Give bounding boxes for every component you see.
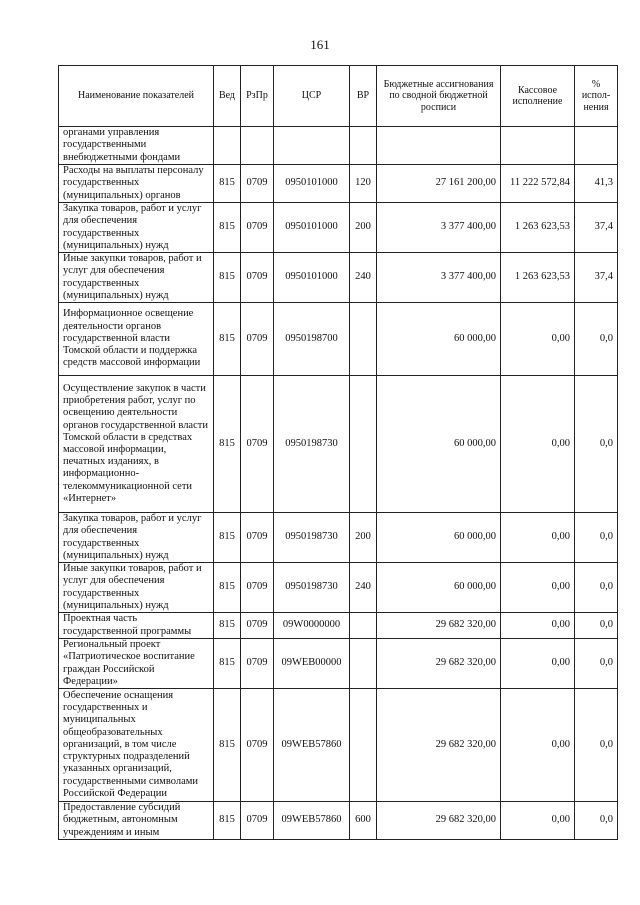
row-rzpr: 0709 bbox=[241, 802, 274, 840]
row-pct bbox=[575, 127, 618, 165]
row-budget: 27 161 200,00 bbox=[377, 165, 501, 203]
row-csr: 09WEB57860 bbox=[274, 689, 350, 802]
row-rzpr: 0709 bbox=[241, 376, 274, 513]
row-cash bbox=[501, 127, 575, 165]
table-row bbox=[59, 513, 618, 563]
row-cash: 0,00 bbox=[501, 563, 575, 613]
row-pct: 0,0 bbox=[575, 689, 618, 802]
header-rzpr: РзПр bbox=[241, 66, 274, 127]
row-cash: 0,00 bbox=[501, 513, 575, 563]
row-vr: 120 bbox=[350, 165, 377, 203]
row-budget: 29 682 320,00 bbox=[377, 689, 501, 802]
row-name: Информационное освещение деятельности органов государственной власти Томской области и поддержка средств массовой информации bbox=[59, 303, 214, 376]
row-vr: 240 bbox=[350, 253, 377, 303]
row-budget: 60 000,00 bbox=[377, 513, 501, 563]
row-cash: 0,00 bbox=[501, 376, 575, 513]
table-header-row bbox=[59, 66, 618, 127]
row-vr bbox=[350, 303, 377, 376]
row-csr: 0950198730 bbox=[274, 563, 350, 613]
row-ved: 815 bbox=[214, 563, 241, 613]
row-name: органами управления государственными внебюджетными фондами bbox=[59, 127, 214, 165]
table-row bbox=[59, 639, 618, 689]
row-vr bbox=[350, 376, 377, 513]
row-pct: 37,4 bbox=[575, 253, 618, 303]
table-row bbox=[59, 689, 618, 802]
row-csr: 09WEB00000 bbox=[274, 639, 350, 689]
row-budget: 29 682 320,00 bbox=[377, 613, 501, 639]
row-budget: 29 682 320,00 bbox=[377, 802, 501, 840]
header-cash: Кассовое исполнение bbox=[501, 66, 575, 127]
row-ved: 815 bbox=[214, 689, 241, 802]
header-name: Наименование показателей bbox=[59, 66, 214, 127]
row-ved: 815 bbox=[214, 376, 241, 513]
row-pct: 0,0 bbox=[575, 513, 618, 563]
table-row bbox=[59, 613, 618, 639]
table-row bbox=[59, 303, 618, 376]
row-csr: 09W0000000 bbox=[274, 613, 350, 639]
table-row bbox=[59, 127, 618, 165]
row-rzpr: 0709 bbox=[241, 689, 274, 802]
row-pct: 41,3 bbox=[575, 165, 618, 203]
row-csr: 09WEB57860 bbox=[274, 802, 350, 840]
row-csr bbox=[274, 127, 350, 165]
row-ved: 815 bbox=[214, 639, 241, 689]
row-ved: 815 bbox=[214, 613, 241, 639]
row-cash: 1 263 623,53 bbox=[501, 203, 575, 253]
row-name: Иные закупки товаров, работ и услуг для обеспечения государственных (муниципальных) нужд bbox=[59, 563, 214, 613]
table-row bbox=[59, 253, 618, 303]
row-vr bbox=[350, 127, 377, 165]
row-budget bbox=[377, 127, 501, 165]
row-cash: 1 263 623,53 bbox=[501, 253, 575, 303]
row-csr: 0950101000 bbox=[274, 203, 350, 253]
page-number: 161 bbox=[310, 37, 330, 52]
row-vr: 200 bbox=[350, 513, 377, 563]
row-rzpr: 0709 bbox=[241, 203, 274, 253]
header-pct: % испол-нения bbox=[575, 66, 618, 127]
row-ved: 815 bbox=[214, 203, 241, 253]
row-ved bbox=[214, 127, 241, 165]
row-budget: 3 377 400,00 bbox=[377, 253, 501, 303]
row-pct: 37,4 bbox=[575, 203, 618, 253]
row-vr bbox=[350, 639, 377, 689]
row-rzpr: 0709 bbox=[241, 165, 274, 203]
row-rzpr: 0709 bbox=[241, 639, 274, 689]
row-name: Закупка товаров, работ и услуг для обеспечения государственных (муниципальных) нужд bbox=[59, 513, 214, 563]
header-vr: ВР bbox=[350, 66, 377, 127]
table-row bbox=[59, 802, 618, 840]
table-row bbox=[59, 563, 618, 613]
header-budget: Бюджетные ассигнования по сводной бюджетной росписи bbox=[377, 66, 501, 127]
header-ved: Вед bbox=[214, 66, 241, 127]
row-rzpr: 0709 bbox=[241, 563, 274, 613]
row-budget: 60 000,00 bbox=[377, 303, 501, 376]
row-pct: 0,0 bbox=[575, 376, 618, 513]
row-ved: 815 bbox=[214, 513, 241, 563]
row-vr: 200 bbox=[350, 203, 377, 253]
row-ved: 815 bbox=[214, 802, 241, 840]
row-pct: 0,0 bbox=[575, 613, 618, 639]
row-vr bbox=[350, 613, 377, 639]
table-row bbox=[59, 203, 618, 253]
row-vr: 240 bbox=[350, 563, 377, 613]
row-pct: 0,0 bbox=[575, 563, 618, 613]
row-name: Расходы на выплаты персоналу государственных (муниципальных) органов bbox=[59, 165, 214, 203]
row-csr: 0950198730 bbox=[274, 513, 350, 563]
row-csr: 0950101000 bbox=[274, 165, 350, 203]
table-row bbox=[59, 165, 618, 203]
row-budget: 29 682 320,00 bbox=[377, 639, 501, 689]
row-budget: 60 000,00 bbox=[377, 376, 501, 513]
row-budget: 3 377 400,00 bbox=[377, 203, 501, 253]
row-rzpr bbox=[241, 127, 274, 165]
table-row bbox=[59, 376, 618, 513]
row-cash: 0,00 bbox=[501, 639, 575, 689]
row-ved: 815 bbox=[214, 165, 241, 203]
row-cash: 11 222 572,84 bbox=[501, 165, 575, 203]
row-pct: 0,0 bbox=[575, 639, 618, 689]
row-cash: 0,00 bbox=[501, 689, 575, 802]
row-name: Предоставление субсидий бюджетным, автономным учреждениям и иным bbox=[59, 802, 214, 840]
row-name: Закупка товаров, работ и услуг для обеспечения государственных (муниципальных) нужд bbox=[59, 203, 214, 253]
row-vr bbox=[350, 689, 377, 802]
row-name: Осуществление закупок в части приобретения работ, услуг по освещению деятельности органов государственной власти Томской области в средствах массовой информации, печатных изданиях, в информационно-телекоммуникационной сети «Интернет» bbox=[59, 376, 214, 513]
row-csr: 0950198700 bbox=[274, 303, 350, 376]
budget-execution-table bbox=[58, 65, 618, 840]
row-vr: 600 bbox=[350, 802, 377, 840]
row-cash: 0,00 bbox=[501, 303, 575, 376]
row-rzpr: 0709 bbox=[241, 613, 274, 639]
row-csr: 0950198730 bbox=[274, 376, 350, 513]
row-rzpr: 0709 bbox=[241, 303, 274, 376]
row-cash: 0,00 bbox=[501, 802, 575, 840]
row-ved: 815 bbox=[214, 303, 241, 376]
row-cash: 0,00 bbox=[501, 613, 575, 639]
row-pct: 0,0 bbox=[575, 802, 618, 840]
header-csr: ЦСР bbox=[274, 66, 350, 127]
row-pct: 0,0 bbox=[575, 303, 618, 376]
row-name: Региональный проект «Патриотическое воспитание граждан Российской Федерации» bbox=[59, 639, 214, 689]
row-csr: 0950101000 bbox=[274, 253, 350, 303]
row-name: Иные закупки товаров, работ и услуг для обеспечения государственных (муниципальных) нужд bbox=[59, 253, 214, 303]
row-name: Обеспечение оснащения государственных и муниципальных общеобразовательных организаций, в том числе структурных подразделений указанных организаций, государственными символами Российской Федерации bbox=[59, 689, 214, 802]
row-budget: 60 000,00 bbox=[377, 563, 501, 613]
row-rzpr: 0709 bbox=[241, 253, 274, 303]
row-name: Проектная часть государственной программы bbox=[59, 613, 214, 639]
row-rzpr: 0709 bbox=[241, 513, 274, 563]
row-ved: 815 bbox=[214, 253, 241, 303]
